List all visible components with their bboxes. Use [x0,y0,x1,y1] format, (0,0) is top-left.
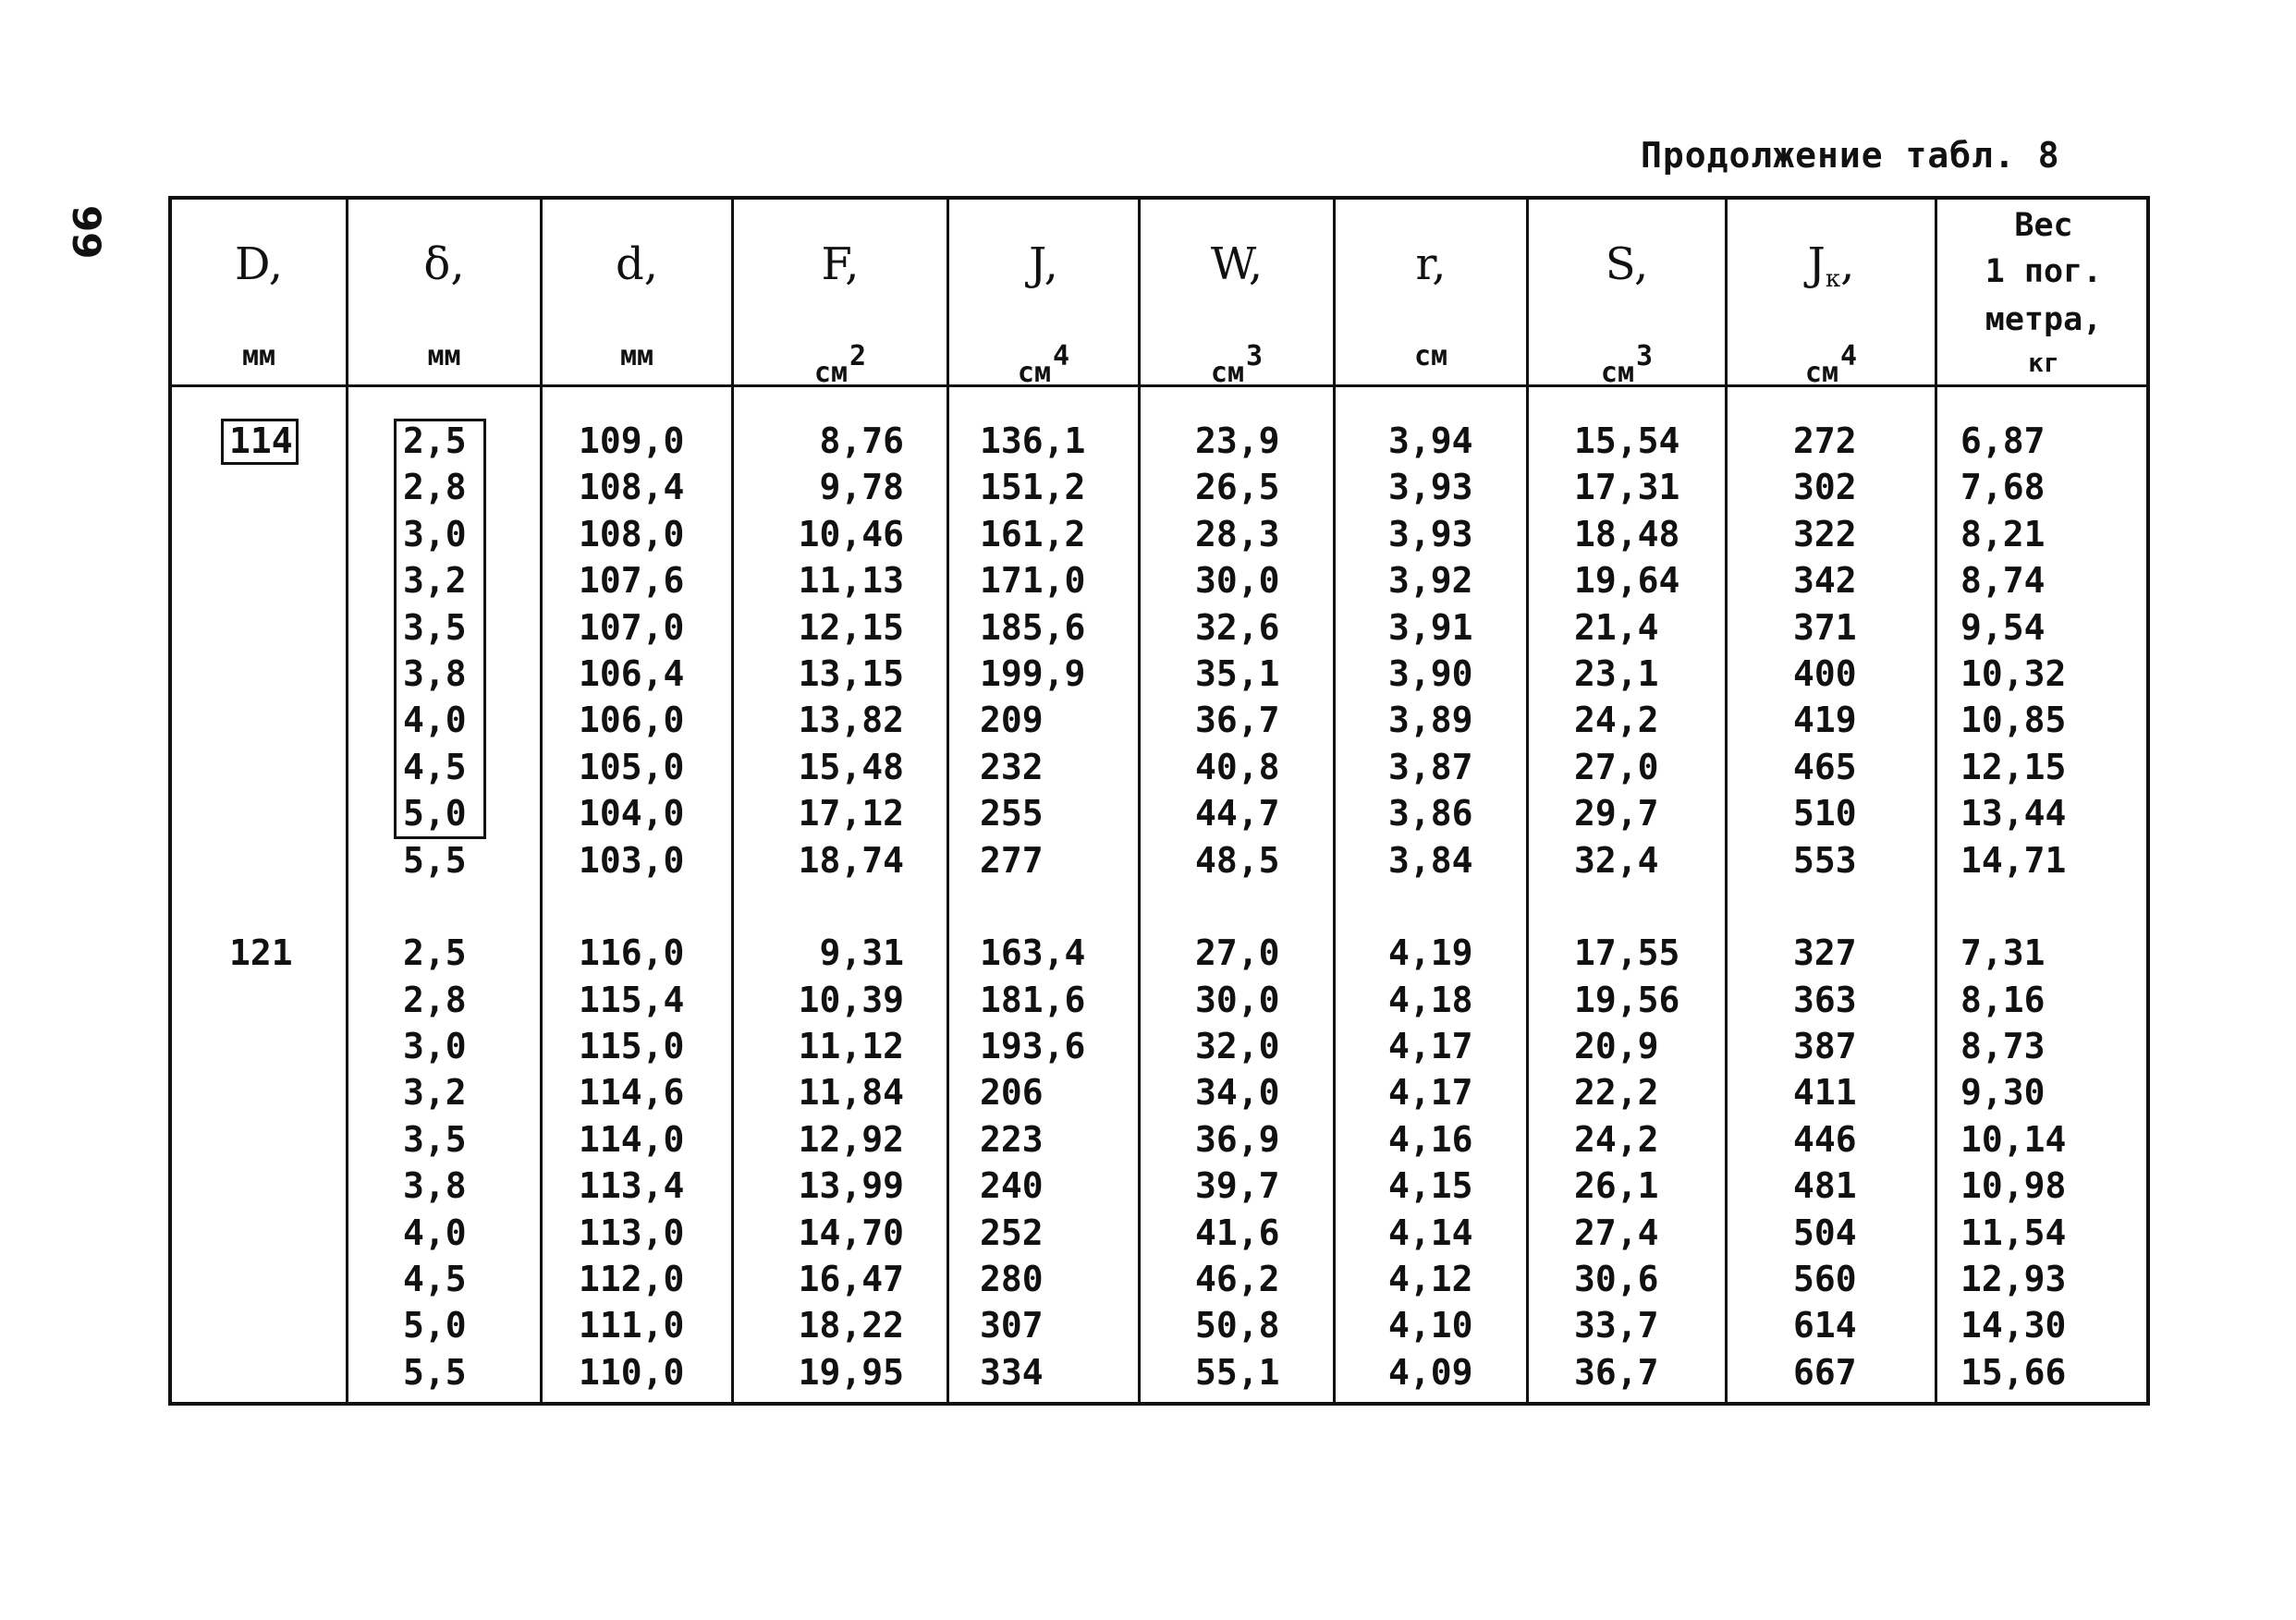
cell-delta: 5,5 [403,839,467,881]
cell-d: 106,0 [579,700,685,741]
cell-r: 3,91 [1388,606,1473,648]
cell-empty [229,1210,293,1256]
cell-empty [229,1163,293,1209]
cell-weight: 7,68 [1960,467,2046,508]
cell-Jk: 272 [1793,420,1857,461]
cell-r: 4,10 [1388,1305,1473,1346]
header-S-unit: см [1600,357,1635,389]
cell-Jk: 446 [1793,1118,1857,1160]
cell-Jk: 411 [1793,1072,1857,1114]
cell-r: 3,87 [1388,746,1473,787]
header-F [734,200,946,389]
cell-W: 23,9 [1195,420,1280,461]
cell-r: 4,17 [1388,1072,1473,1114]
cell-J: 171,0 [980,560,1086,602]
group-gap [1960,883,2066,930]
cell-empty [229,557,293,603]
cell-delta: 5,0 [403,793,467,834]
header-r-symbol: r, [1415,238,1447,290]
header-d-unit: мм [619,340,654,372]
cell-J: 151,2 [980,467,1086,508]
cell-Jk: 504 [1793,1212,1857,1253]
cell-Jk: 327 [1793,932,1857,974]
group-gap [1195,883,1280,930]
cell-weight: 10,85 [1960,700,2067,741]
cell-F: 15,48 [798,746,904,787]
cell-d: 114,0 [579,1118,685,1160]
cell-delta: 3,5 [403,1118,467,1160]
cell-d: 108,4 [579,467,685,508]
header-J-unit: см [1017,357,1052,389]
cell-delta: 3,0 [403,1026,467,1067]
column-F [773,418,904,1395]
cell-d: 111,0 [579,1305,685,1346]
cell-weight: 7,31 [1960,932,2046,974]
table-caption: Продолжение табл. 8 [1641,135,2060,176]
cell-J: 223 [980,1118,1044,1160]
header-weight-unit: кг [2028,347,2059,378]
cell-empty [229,977,293,1023]
header-r-unit: см [1413,340,1448,372]
cell-d: 104,0 [579,793,685,834]
cell-W: 36,9 [1195,1118,1280,1160]
cell-d: 113,0 [579,1212,685,1253]
cell-weight: 11,54 [1960,1212,2067,1253]
column-delta [403,418,467,1395]
cell-W: 36,7 [1195,700,1280,741]
cell-d: 112,0 [579,1259,685,1300]
cell-F: 12,92 [798,1118,904,1160]
cell-J: 136,1 [980,420,1086,461]
cell-empty [229,651,293,697]
cell-J: 206 [980,1072,1044,1114]
cell-W: 41,6 [1195,1212,1280,1253]
cell-empty [229,1116,293,1163]
cell-r: 3,93 [1388,467,1473,508]
cell-delta: 4,0 [403,700,467,741]
cell-S: 21,4 [1574,606,1659,648]
cell-S: 23,1 [1574,652,1659,694]
cell-F: 10,39 [798,979,904,1020]
cell-empty [229,1349,293,1395]
column-weight [1960,418,2066,1395]
cell-d: 109,0 [579,420,685,461]
cell-W: 50,8 [1195,1305,1280,1346]
cell-empty [229,1256,293,1302]
cell-S: 19,56 [1574,979,1680,1020]
cell-W: 32,6 [1195,606,1280,648]
cell-weight: 14,30 [1960,1305,2067,1346]
cell-r: 4,18 [1388,979,1473,1020]
cell-W: 46,2 [1195,1259,1280,1300]
cell-weight: 12,93 [1960,1259,2067,1300]
cell-weight: 13,44 [1960,793,2067,834]
cell-d: 116,0 [579,932,685,974]
header-Jk-unit: см [1804,357,1839,389]
cell-delta: 2,8 [403,979,467,1020]
header-S [1529,200,1725,389]
group-gap [1388,883,1473,930]
cell-d: 107,0 [579,606,685,648]
cell-empty [229,511,293,557]
cell-Jk: 322 [1793,513,1857,554]
header-W-symbol: W, [1210,238,1264,290]
cell-empty [229,604,293,651]
cell-W: 30,0 [1195,979,1280,1020]
cell-delta: 3,5 [403,606,467,648]
cell-J: 199,9 [980,652,1086,694]
cell-Jk: 667 [1793,1351,1857,1393]
cell-delta: 2,5 [403,420,467,461]
group-gap [980,883,1085,930]
cell-F: 13,99 [798,1165,904,1207]
cell-Jk: 371 [1793,606,1857,648]
cell-delta: 3,2 [403,560,467,602]
group-gap [579,883,684,930]
header-Jk [1728,200,1935,389]
header-weight-line3: метра, [1985,301,2103,338]
cell-S: 24,2 [1574,1118,1659,1160]
cell-r: 3,89 [1388,700,1473,741]
cell-J: 209 [980,700,1044,741]
cell-r: 4,16 [1388,1118,1473,1160]
cell-empty [229,837,293,883]
cell-weight: 9,30 [1960,1072,2046,1114]
header-Jk-comma: , [1840,238,1855,290]
cell-F: 13,82 [798,700,904,741]
header-F-power: 2 [849,340,867,372]
cell-F: 19,95 [798,1351,904,1393]
cell-Jk: 363 [1793,979,1857,1020]
cell-F: 11,84 [798,1072,904,1114]
cell-W: 40,8 [1195,746,1280,787]
cell-J: 255 [980,793,1044,834]
cell-weight: 12,15 [1960,746,2067,787]
header-D [172,200,346,384]
header-weight-line2: 1 пог. [1985,253,2103,290]
cell-J: 161,2 [980,513,1086,554]
column-S [1574,418,1679,1395]
cell-delta: 3,2 [403,1072,467,1114]
cell-d: 114,6 [579,1072,685,1114]
cell-W: 27,0 [1195,932,1280,974]
cell-Jk: 302 [1793,467,1857,508]
cell-F: 9,31 [819,932,904,974]
cell-J: 307 [980,1305,1044,1346]
cell-r: 3,94 [1388,420,1473,461]
cell-d: 113,4 [579,1165,685,1207]
column-r [1388,418,1473,1395]
header-weight-line1: Вес [2014,207,2073,244]
cell-S: 32,4 [1574,839,1659,881]
header-Jk-power: 4 [1840,340,1858,372]
cell-W: 55,1 [1195,1351,1280,1393]
cell-D: 114 [229,420,293,461]
cell-J: 252 [980,1212,1044,1253]
cell-empty [229,1023,293,1069]
cell-J: 232 [980,746,1044,787]
cell-S: 27,0 [1574,746,1659,787]
cell-W: 26,5 [1195,467,1280,508]
header-Jk-symbol: J [1807,238,1826,290]
cell-d: 110,0 [579,1351,685,1393]
header-J [949,200,1138,389]
cell-empty [229,697,293,743]
header-Jk-subscript: к [1825,265,1841,293]
cell-F: 12,15 [798,606,904,648]
cell-weight: 10,14 [1960,1118,2067,1160]
cell-W: 30,0 [1195,560,1280,602]
cell-d: 103,0 [579,839,685,881]
cell-Jk: 510 [1793,793,1857,834]
cell-weight: 8,73 [1960,1026,2046,1067]
header-F-symbol: F, [821,238,860,290]
cell-delta: 4,0 [403,1212,467,1253]
cell-delta: 2,8 [403,467,467,508]
cell-weight: 9,54 [1960,606,2046,648]
header-S-power: 3 [1636,340,1654,372]
group-gap [1574,883,1679,930]
cell-J: 240 [980,1165,1044,1207]
cell-r: 4,12 [1388,1259,1473,1300]
cell-Jk: 481 [1793,1165,1857,1207]
cell-F: 9,78 [819,467,904,508]
cell-S: 36,7 [1574,1351,1659,1393]
cell-empty [229,744,293,790]
cell-W: 28,3 [1195,513,1280,554]
header-delta-symbol: δ, [423,238,465,290]
header-d-symbol: d, [616,238,658,290]
cell-d: 108,0 [579,513,685,554]
cell-F: 8,76 [819,420,904,461]
cell-S: 20,9 [1574,1026,1659,1067]
cell-S: 15,54 [1574,420,1680,461]
cell-d: 106,4 [579,652,685,694]
cell-weight: 6,87 [1960,420,2046,461]
cell-r: 4,09 [1388,1351,1473,1393]
cell-W: 35,1 [1195,652,1280,694]
cell-W: 32,0 [1195,1026,1280,1067]
header-weight [1937,200,2150,384]
cell-weight: 8,74 [1960,560,2046,602]
cell-F: 10,46 [798,513,904,554]
cell-r: 3,92 [1388,560,1473,602]
cell-J: 181,6 [980,979,1086,1020]
column-d [579,418,684,1395]
column-Jk [1793,418,1857,1395]
cell-weight: 10,32 [1960,652,2067,694]
cell-d: 107,6 [579,560,685,602]
cell-Jk: 342 [1793,560,1857,602]
cell-weight: 8,21 [1960,513,2046,554]
cell-D: 121 [229,932,293,974]
cell-F: 18,22 [798,1305,904,1346]
cell-r: 4,14 [1388,1212,1473,1253]
cell-d: 115,4 [579,979,685,1020]
cell-Jk: 614 [1793,1305,1857,1346]
group-gap [229,883,293,930]
cell-J: 277 [980,839,1044,881]
header-W-unit: см [1210,357,1245,389]
column-D [229,418,293,1395]
cell-r: 3,84 [1388,839,1473,881]
cell-r: 3,90 [1388,652,1473,694]
cell-d: 115,0 [579,1026,685,1067]
cell-Jk: 400 [1793,652,1857,694]
cell-F: 16,47 [798,1259,904,1300]
cell-delta: 4,5 [403,1259,467,1300]
cell-F: 14,70 [798,1212,904,1253]
cell-Jk: 553 [1793,839,1857,881]
cell-Jk: 387 [1793,1026,1857,1067]
cell-Jk: 419 [1793,700,1857,741]
cell-F: 11,13 [798,560,904,602]
cell-empty [229,1069,293,1115]
cell-W: 34,0 [1195,1072,1280,1114]
header-d [543,200,731,384]
cell-empty [229,790,293,836]
cell-r: 3,86 [1388,793,1473,834]
cell-S: 24,2 [1574,700,1659,741]
cell-r: 4,17 [1388,1026,1473,1067]
header-r [1336,200,1526,384]
cell-r: 4,19 [1388,932,1473,974]
header-J-symbol: J, [1029,238,1058,290]
cell-S: 26,1 [1574,1165,1659,1207]
cell-delta: 5,0 [403,1305,467,1346]
cell-delta: 3,0 [403,513,467,554]
cell-S: 19,64 [1574,560,1680,602]
cell-r: 3,93 [1388,513,1473,554]
cell-S: 18,48 [1574,513,1680,554]
cell-J: 334 [980,1351,1044,1393]
header-J-power: 4 [1053,340,1070,372]
header-S-symbol: S, [1605,238,1649,290]
cell-J: 280 [980,1259,1044,1300]
cell-weight: 14,71 [1960,839,2067,881]
cell-S: 17,55 [1574,932,1680,974]
cell-J: 185,6 [980,606,1086,648]
data-table [168,196,2150,1406]
header-delta [348,200,540,384]
cell-F: 17,12 [798,793,904,834]
cell-W: 44,7 [1195,793,1280,834]
cell-S: 33,7 [1574,1305,1659,1346]
cell-empty [229,1302,293,1348]
cell-F: 18,74 [798,839,904,881]
cell-F: 13,15 [798,652,904,694]
header-delta-unit: мм [427,340,461,372]
cell-S: 30,6 [1574,1259,1659,1300]
cell-delta: 2,5 [403,932,467,974]
cell-S: 27,4 [1574,1212,1659,1253]
cell-S: 29,7 [1574,793,1659,834]
cell-delta: 3,8 [403,1165,467,1207]
group-gap [1793,883,1857,930]
cell-Jk: 465 [1793,746,1857,787]
page-number: 99 [64,205,109,260]
cell-S: 17,31 [1574,467,1680,508]
cell-W: 48,5 [1195,839,1280,881]
header-D-symbol: D, [234,238,284,290]
cell-empty [229,464,293,510]
cell-weight: 15,66 [1960,1351,2067,1393]
cell-delta: 5,5 [403,1351,467,1393]
cell-J: 163,4 [980,932,1086,974]
header-W [1141,200,1333,389]
cell-d: 105,0 [579,746,685,787]
cell-delta: 4,5 [403,746,467,787]
cell-r: 4,15 [1388,1165,1473,1207]
header-W-power: 3 [1246,340,1264,372]
cell-J: 193,6 [980,1026,1086,1067]
cell-W: 39,7 [1195,1165,1280,1207]
group-gap [773,883,904,930]
cell-F: 11,12 [798,1026,904,1067]
cell-weight: 8,16 [1960,979,2046,1020]
column-W [1195,418,1280,1395]
cell-delta: 3,8 [403,652,467,694]
header-D-unit: мм [241,340,276,372]
cell-weight: 10,98 [1960,1165,2067,1207]
header-F-unit: см [813,357,849,389]
cell-Jk: 560 [1793,1259,1857,1300]
group-gap [403,883,467,930]
column-J [980,418,1085,1395]
cell-S: 22,2 [1574,1072,1659,1114]
